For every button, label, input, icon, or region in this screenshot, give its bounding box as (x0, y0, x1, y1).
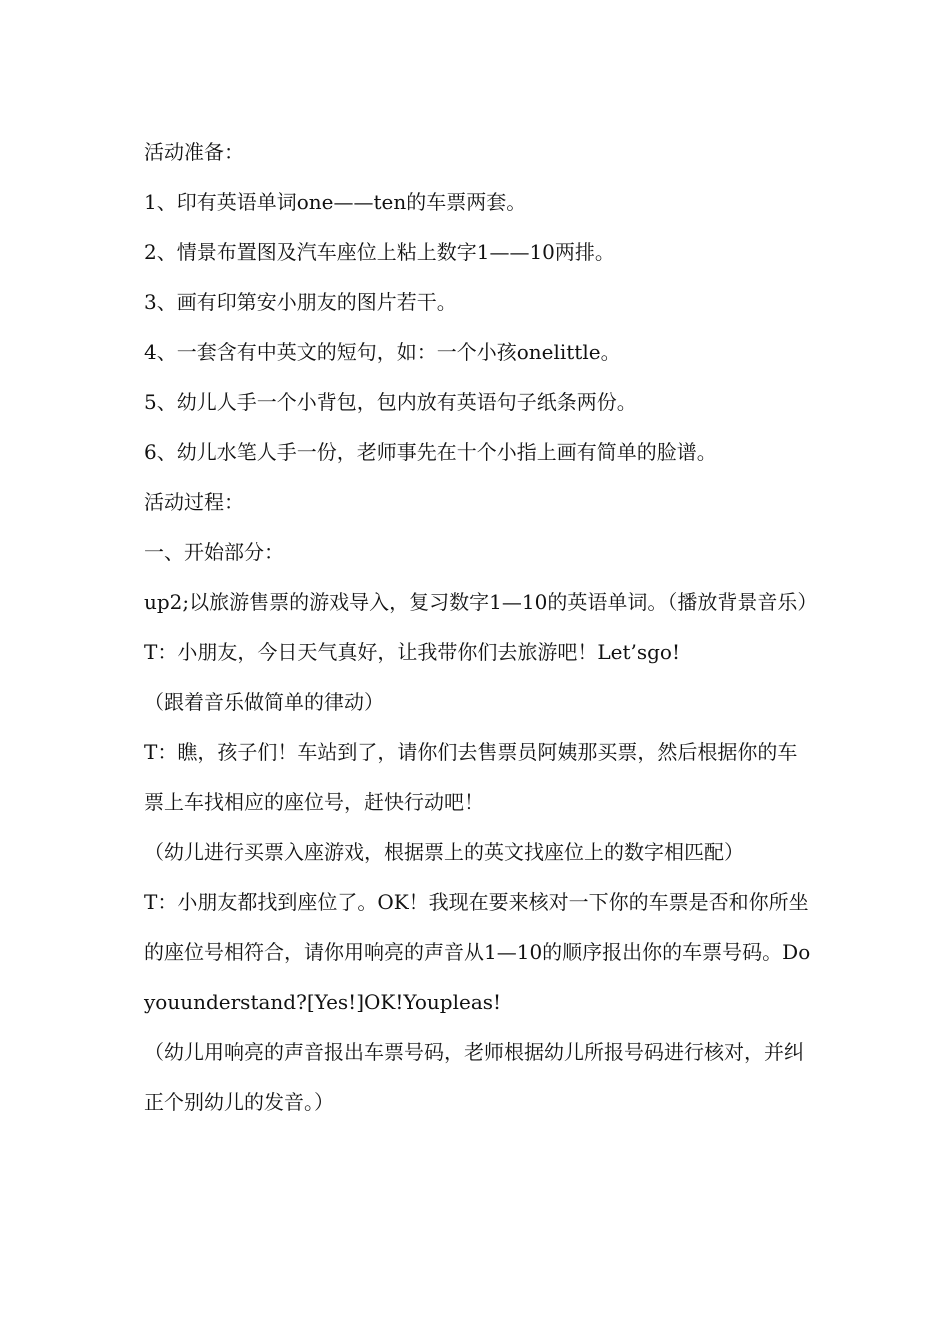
dialogue-line: T：小朋友，今日天气真好，让我带你们去旅游吧！Let’sgo! (144, 640, 680, 664)
subsection-heading: 一、开始部分： (144, 540, 284, 564)
body-paragraph: up2;以旅游售票的游戏导入，复习数字1—10的英语单词。（播放背景音乐） (144, 590, 818, 614)
section-heading-preparation: 活动准备： (144, 140, 244, 164)
list-item: 6、幼儿水笔人手一份，老师事先在十个小指上画有简单的脸谱。 (144, 440, 717, 464)
list-item: 5、幼儿人手一个小背包，包内放有英语句子纸条两份。 (144, 390, 637, 414)
list-item: 4、一套含有中英文的短句，如：一个小孩onelittle。 (144, 340, 621, 364)
list-item: 1、印有英语单词one——ten的车票两套。 (144, 190, 527, 214)
document-body (144, 127, 818, 1127)
dialogue-line: T：小朋友都找到座位了。OK！我现在要来核对一下你的车票是否和你所坐的座位号相符合，请你用响亮的声音从1—10的顺序报出你的车票号码。Doyouunderstand?[Yes!]OK!Youpleas! (144, 890, 811, 1014)
stage-note: （跟着音乐做简单的律动） (144, 690, 384, 714)
stage-note: （幼儿用响亮的声音报出车票号码，老师根据幼儿所报号码进行核对，并纠正个别幼儿的发音。） (144, 1040, 804, 1114)
list-item: 2、情景布置图及汽车座位上粘上数字1——10两排。 (144, 240, 615, 264)
dialogue-line: T：瞧，孩子们！车站到了，请你们去售票员阿姨那买票，然后根据你的车票上车找相应的座位号，赶快行动吧！ (144, 740, 798, 814)
list-item: 3、画有印第安小朋友的图片若干。 (144, 290, 457, 314)
section-heading-process: 活动过程： (144, 490, 244, 514)
stage-note: （幼儿进行买票入座游戏，根据票上的英文找座位上的数字相匹配） (144, 840, 744, 864)
